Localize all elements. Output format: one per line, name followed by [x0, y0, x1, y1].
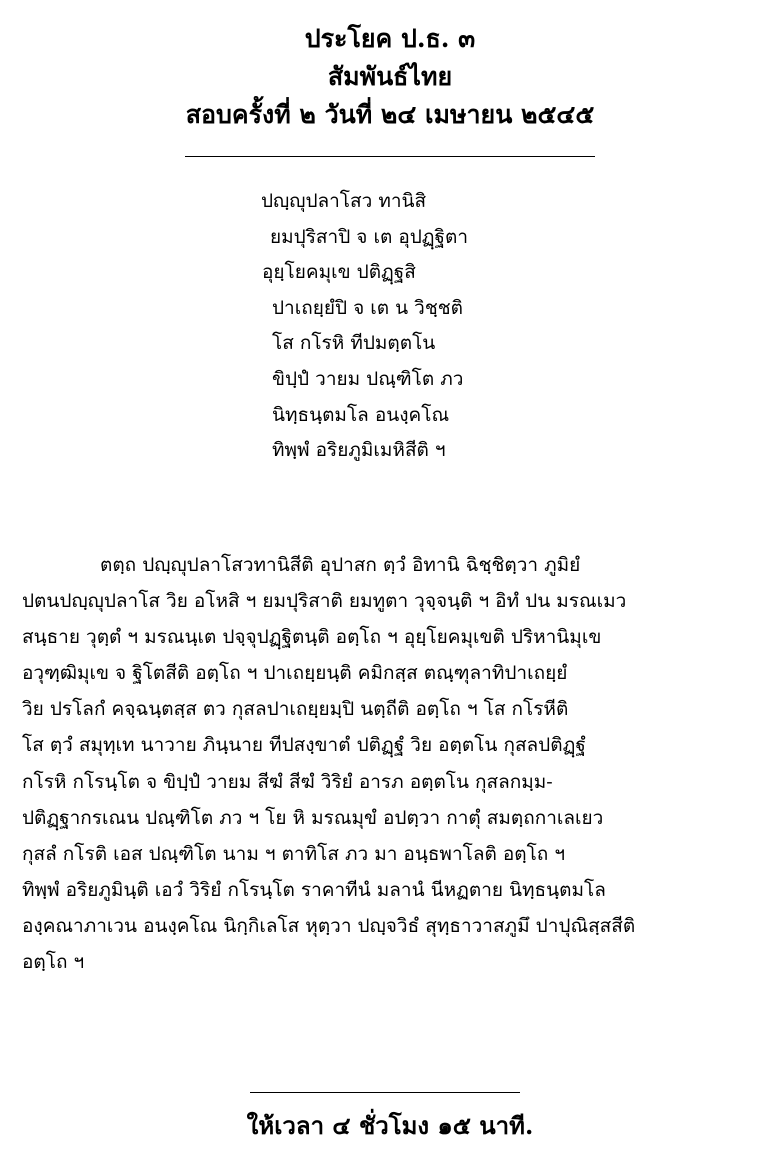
verse-line: ทิพฺพํ อริยภูมิเมหิสีติ ฯ	[272, 439, 446, 462]
exam-date-title: สอบครั้งที่ ๒ วันที่ ๒๔ เมษายน ๒๕๔๕	[185, 100, 595, 129]
paragraph-line: สนฺธาย วุตฺตํ ฯ มรณนฺเต ปจฺจุปฏฺฐิตนฺติ อตฺโถ ฯ อุยฺโยคมุเขติ ปริหานิมุเข	[22, 626, 602, 649]
verse-line: ปาเถยฺยํปิ จ เต น วิชฺชติ	[272, 296, 463, 319]
paragraph-line: กโรหิ กโรนฺโต จ ขิปฺปํ วายม สีฆํ สีฆํ วิริยํ อารภ อตฺตโน กุสลกมฺม-	[22, 770, 553, 793]
exam-header	[0, 20, 780, 134]
paragraph-line: ตตฺถ ปญฺญุปลาโสวทานิสีติ อุปาสก ตฺวํ อิทานิ ฉิชฺชิตฺวา ภูมิยํ	[100, 554, 581, 576]
paragraph-line: ทิพฺพํ อริยภูมินฺติ เอวํ วิริยํ กโรนฺโต ราคาทีนํ มลานํ นีหฏตาย นิทฺธนฺตมโล	[22, 878, 606, 901]
exam-level-title: ประโยค ป.ธ. ๓	[304, 24, 476, 53]
paragraph-line: วิย ปรโลกํ คจฺฉนฺตสฺส ตว กุสลปาเถยฺยมฺปิ นตฺถีติ อตฺโถ ฯ โส กโรหีติ	[22, 698, 569, 721]
verse-line: โส กโรหิ ทีปมตฺตโน	[272, 332, 436, 355]
verse-line: อุยฺโยคมุเข ปติฏฺฐสิ	[262, 261, 416, 284]
paragraph-line: กุสลํ กโรติ เอส ปณฺฑิโต นาม ฯ ตาทิโส ภว มา อนฺธพาโลติ อตฺโถ ฯ	[22, 842, 566, 865]
verse-line: ปญฺญุปลาโสว ทานิสิ	[261, 190, 427, 212]
header-divider	[185, 156, 595, 157]
verse-line: นิทฺธนฺตมโล อนงฺคโณ	[272, 403, 450, 426]
footer-divider	[250, 1092, 520, 1093]
paragraph-line: โส ตฺวํ สมุทฺเท นาวาย ภินฺนาย ทีปสงฺขาตํ ปติฏฺฐํ วิย อตฺตโน กุสลปติฏฺฐํ	[22, 734, 586, 757]
verse-line: ยมปุริสาปิ จ เต อุปฏฺฐิตา	[270, 225, 469, 248]
commentary-paragraph	[22, 547, 760, 980]
paragraph-line: ปติฏฺฐากรเณน ปณฺฑิโต ภว ฯ โย หิ มรณมุขํ อปตฺวา กาตุํ สมตฺถกาเลเยว	[22, 806, 604, 829]
exam-subject-title: สัมพันธ์ไทย	[327, 62, 453, 91]
paragraph-line: อตฺโถ ฯ	[22, 951, 85, 974]
time-allowed: ให้เวลา ๔ ชั่วโมง ๑๕ นาที.	[246, 1111, 534, 1140]
paragraph-line: อวุฑฺฒิมุเข จ ฐิโตสีติ อตฺโถ ฯ ปาเถยฺยนฺติ คมิกสฺส ตณฺฑุลาทิปาเถยฺยํ	[22, 662, 568, 685]
verse-line: ขิปฺปํ วายม ปณฺฑิโต ภว	[272, 367, 464, 390]
pali-verse	[0, 184, 780, 469]
paragraph-line: องฺคณาภาเวน อนงฺคโณ นิกฺกิเลโส หุตฺวา ปญฺจวิธํ สุทฺธาวาสภูมึ ปาปุณิสฺสสีติ	[22, 914, 636, 937]
paragraph-line: ปตนปญฺญุปลาโส วิย อโหสิ ฯ ยมปุริสาติ ยมทูตา วุจฺจนฺติ ฯ อิทํ ปน มรณเมว	[22, 590, 627, 613]
